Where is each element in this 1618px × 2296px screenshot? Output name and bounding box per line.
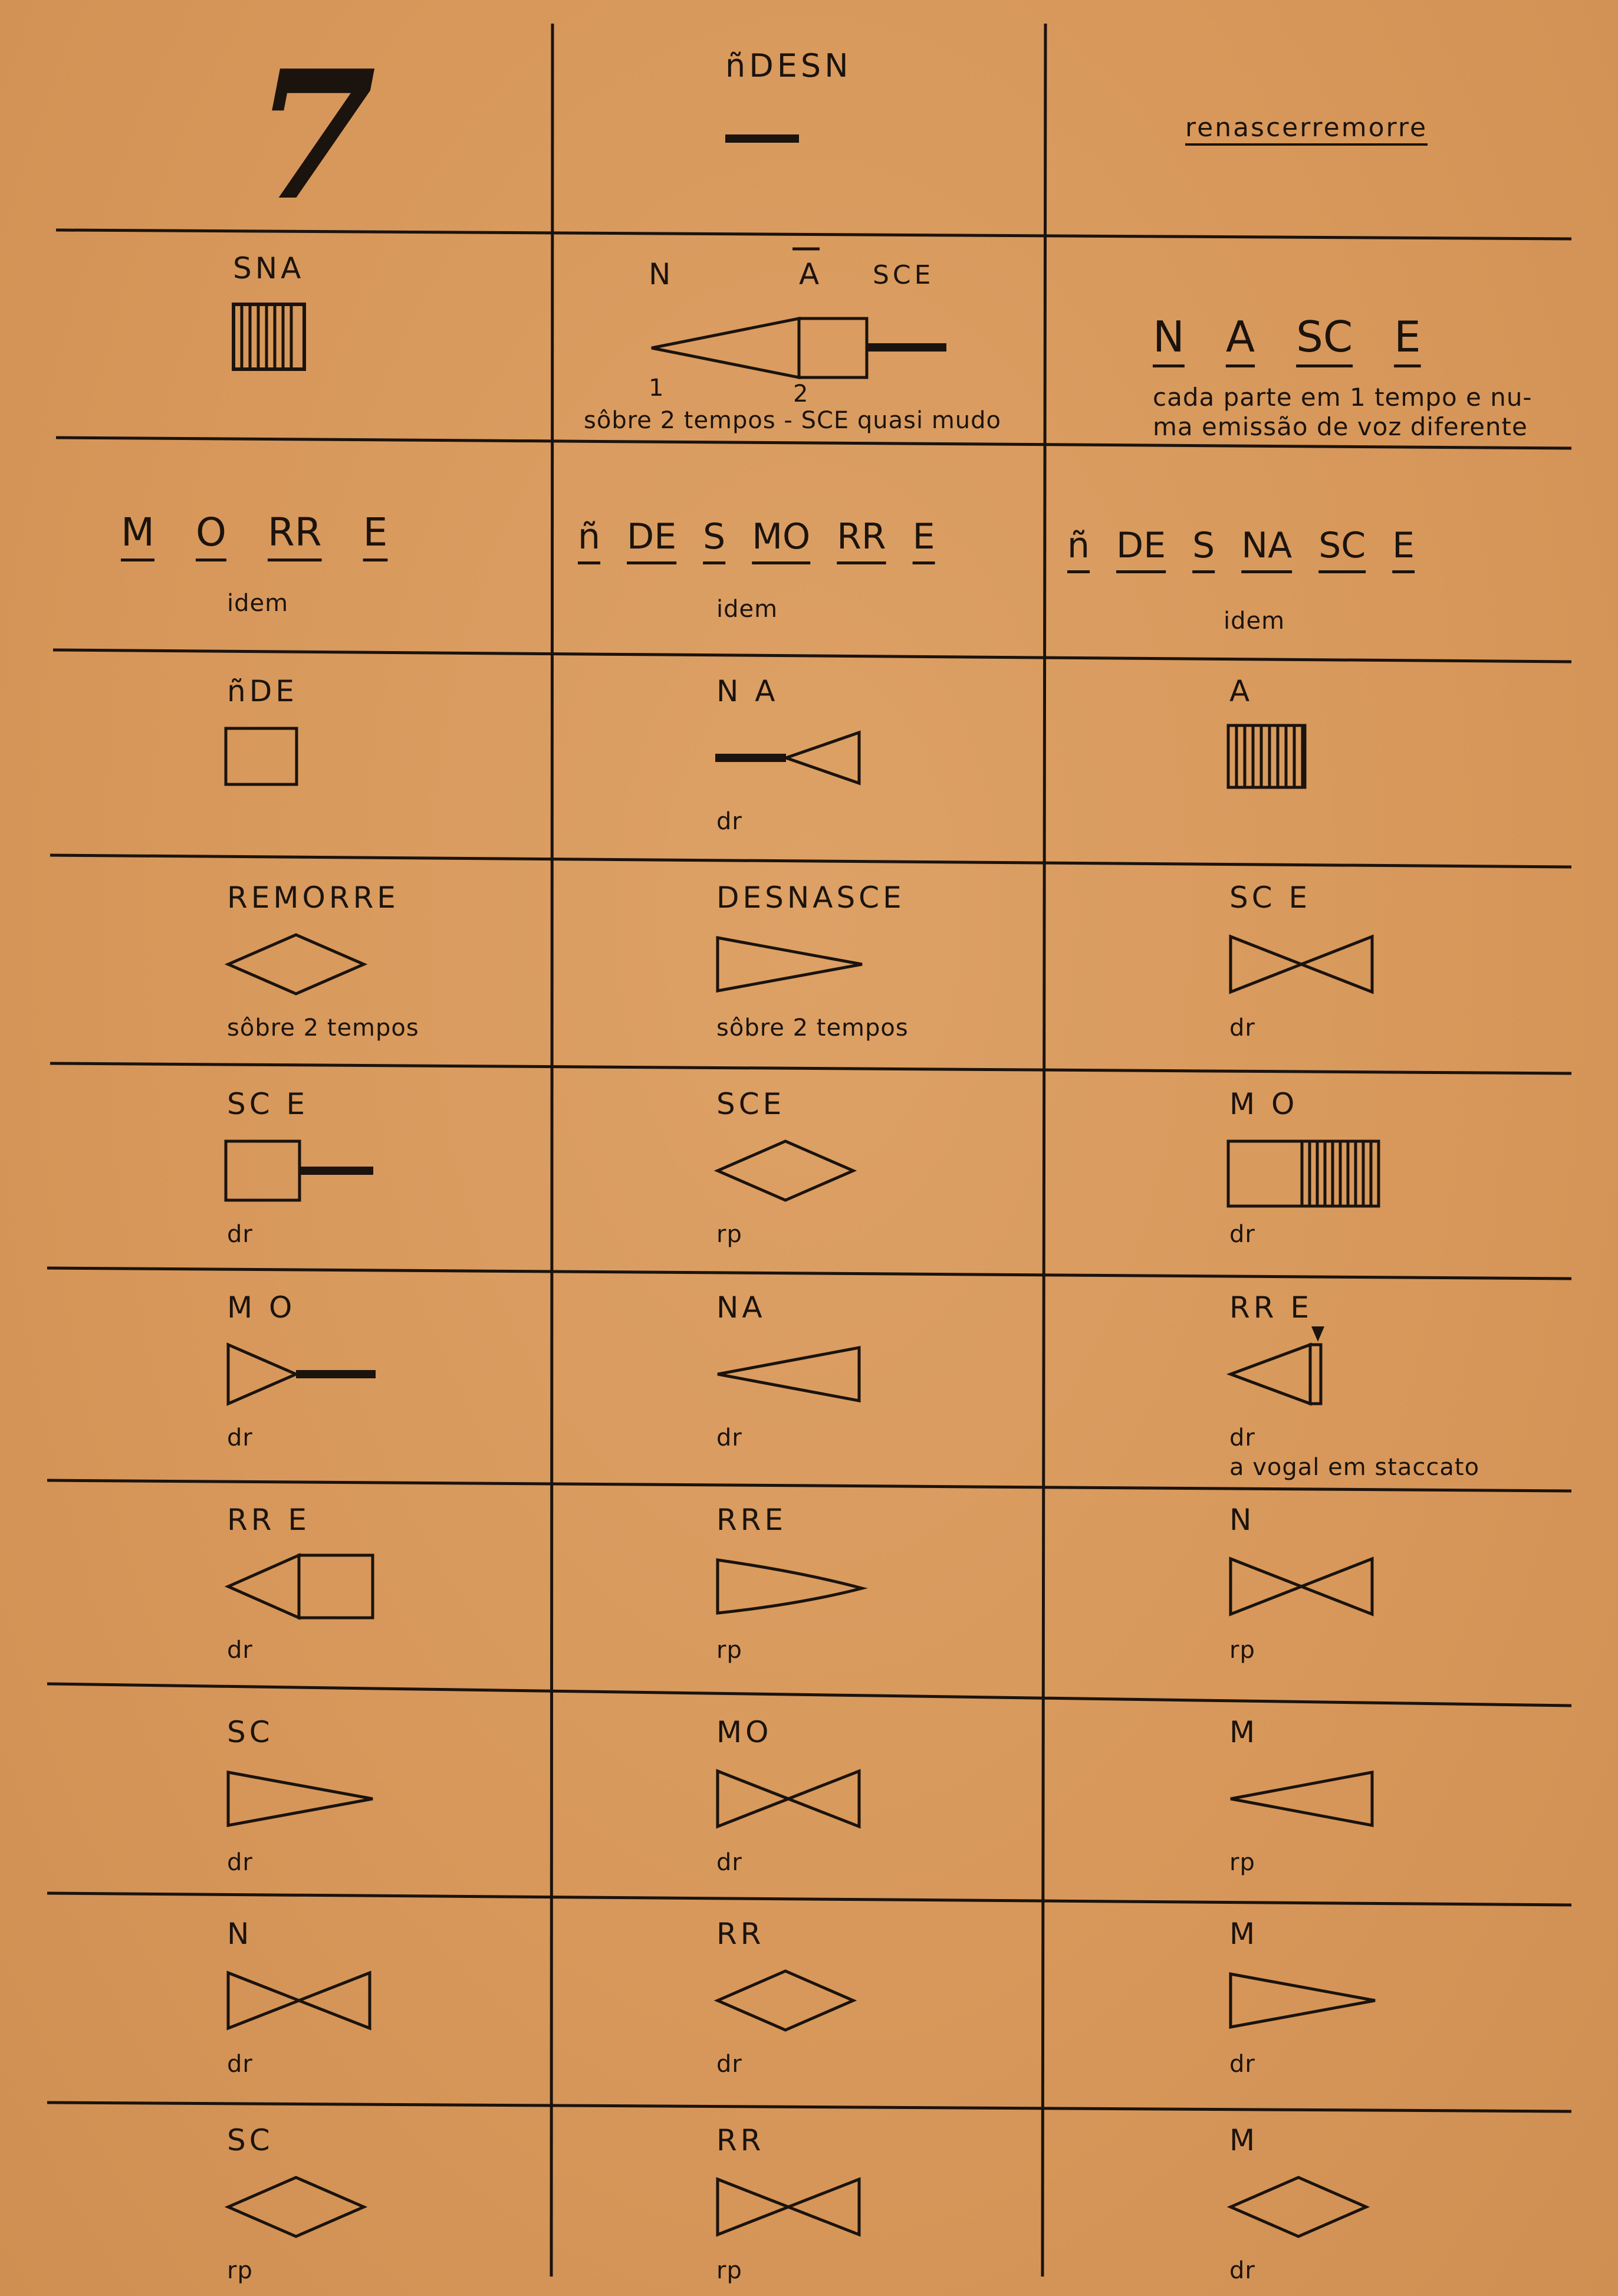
r2c2-syllable: ñ	[578, 516, 601, 557]
grid-cell-cone-line-glyph	[222, 1336, 399, 1413]
grid-cell-square-hatched-glyph	[1225, 1132, 1402, 1209]
r2c3-syllable: E	[1392, 525, 1415, 566]
grid-cell-note: rp	[716, 1637, 742, 1664]
r2c2-syllable: MO	[752, 516, 811, 557]
row-divider	[47, 1480, 1571, 1491]
r1c3-note-line1: cada parte em 1 tempo e nu-	[1153, 383, 1533, 412]
row-divider	[47, 1684, 1571, 1706]
grid-cell-note: dr	[716, 1424, 742, 1451]
grid-cell-label: M	[1229, 1917, 1259, 1951]
r1c1-label: SNA	[233, 251, 305, 285]
grid-cell-label: SC E	[227, 1087, 309, 1121]
grid-cell-note: dr	[227, 1637, 253, 1664]
grid-cell-note: rp	[716, 2257, 742, 2284]
grid-cell-label: SC	[227, 1715, 274, 1749]
grid-cell-note: dr	[227, 1424, 253, 1451]
grid-cell-bowtie-glyph	[712, 1760, 889, 1837]
grid-cell-note: dr	[227, 2051, 253, 2078]
grid-cell-label: RR	[716, 2123, 765, 2157]
grid-cell-bowtie-glyph	[1225, 1548, 1402, 1625]
grid-cell-label: M O	[1229, 1087, 1298, 1121]
grid-cell-cone-square-glyph	[222, 1548, 399, 1625]
grid-cell-diamond-glyph	[712, 1962, 889, 2039]
row-divider	[50, 1063, 1571, 1073]
grid-cell-label: N A	[716, 674, 779, 708]
r1c2-label-a: A	[799, 257, 823, 291]
header-col3-label: renascerremorre	[1185, 113, 1428, 143]
grid-cell-bowtie-glyph	[712, 2169, 889, 2245]
grid-cell-note: rp	[227, 2257, 253, 2284]
r2c3-syllable: S	[1192, 525, 1215, 566]
r2c1-note: idem	[227, 590, 289, 617]
grid-cell-label: SC E	[1229, 881, 1311, 915]
grid-cell-cone-right-glyph	[1225, 1962, 1402, 2039]
r1c2-beat-1: 1	[649, 375, 665, 402]
r1c2-beat-2: 2	[793, 380, 809, 408]
r2c2-syllable: RR	[837, 516, 886, 557]
grid-cell-cone-right-curve-glyph	[712, 1548, 889, 1625]
r2c3-syllable: ñ	[1067, 525, 1090, 566]
r2c1-syllables	[121, 510, 388, 555]
r2c3-syllable: DE	[1116, 525, 1166, 566]
grid-cell-diamond-glyph	[222, 926, 399, 1003]
grid-cell-label: SC	[227, 2123, 274, 2157]
r1c2-note: sôbre 2 tempos - SCE quasi mudo	[584, 407, 1001, 434]
grid-cell-square-line-glyph	[222, 1132, 399, 1209]
r1c3-note-line2: ma emissão de voz diferente	[1153, 412, 1528, 441]
long-dash-symbol	[722, 130, 805, 147]
r2c3-note: idem	[1224, 607, 1285, 635]
grid-cell-label: RR	[716, 1917, 765, 1951]
row-divider	[50, 855, 1571, 867]
grid-cell-label: M O	[227, 1290, 296, 1325]
grid-cell-label: A	[1229, 674, 1254, 708]
r2c1-syllable: O	[195, 510, 226, 555]
grid-cell-note: dr	[1229, 1424, 1255, 1451]
grid-cell-note: dr	[227, 1221, 253, 1248]
grid-cell-square-glyph	[222, 720, 399, 796]
grid-cell-label: SCE	[716, 1087, 785, 1121]
grid-cell-label: MO	[716, 1715, 772, 1749]
r1c3-syllable: N	[1153, 312, 1185, 362]
grid-cell-label: NA	[716, 1290, 766, 1325]
r1c2-label-sce: SCE	[873, 260, 935, 290]
r2c2-syllable: DE	[627, 516, 677, 557]
row-divider	[53, 650, 1571, 662]
column-divider-1	[551, 24, 553, 2277]
grid-cell-label: DESNASCE	[716, 881, 905, 915]
grid-cell-label: N	[227, 1917, 253, 1951]
grid-cell-note: dr	[1229, 2257, 1255, 2284]
r1c2-label-n: N	[649, 257, 675, 291]
grid-cell-note: rp	[1229, 1637, 1255, 1664]
grid-cell-diamond-glyph	[1225, 2169, 1402, 2245]
grid-cell-note: dr	[227, 1849, 253, 1876]
grid-cell-hatched-square-glyph	[1225, 720, 1402, 796]
grid-cell-label: ñDE	[227, 674, 298, 708]
r2c3-syllable: SC	[1318, 525, 1366, 566]
r1c3-syllable: A	[1225, 312, 1255, 362]
grid-cell-note: dr	[1229, 2051, 1255, 2078]
grid-cell-note: dr	[1229, 1221, 1255, 1248]
row-divider	[47, 1893, 1571, 1905]
header-col2-label: ñDESN	[725, 47, 852, 84]
r2c3-syllable: NA	[1241, 525, 1293, 566]
r2c3-syllables	[1067, 525, 1415, 566]
r1c3-syllables	[1153, 312, 1421, 362]
page-number: 7	[254, 31, 377, 239]
grid-cell-note: sôbre 2 tempos	[716, 1014, 909, 1042]
grid-cell-diamond-glyph	[222, 2169, 399, 2245]
r1c3-syllable: E	[1394, 312, 1421, 362]
r2c2-syllable: E	[912, 516, 935, 557]
r2c1-syllable: M	[121, 510, 154, 555]
grid-cell-label: N	[1229, 1503, 1255, 1537]
grid-cell-cone-right-glyph	[712, 926, 889, 1003]
grid-cell-label: RR E	[227, 1503, 310, 1537]
grid-cell-extra-note: a vogal em staccato	[1229, 1454, 1480, 1481]
r1c2-cone-square-line	[646, 313, 952, 383]
grid-cell-note: sôbre 2 tempos	[227, 1014, 419, 1042]
grid-cell-note: dr	[716, 1849, 742, 1876]
r1c3-syllable: SC	[1296, 312, 1353, 362]
grid-cell-note: rp	[1229, 1849, 1255, 1876]
r2c1-syllable: RR	[267, 510, 322, 555]
grid-cell-note: dr	[716, 2051, 742, 2078]
grid-cell-cone-left-glyph	[712, 1336, 889, 1413]
grid-cell-label: RR E	[1229, 1290, 1313, 1325]
grid-cell-note: rp	[716, 1221, 742, 1248]
grid-cell-bowtie-glyph	[222, 1962, 399, 2039]
r2c2-syllable: S	[703, 516, 726, 557]
grid-cell-diamond-glyph	[712, 1132, 889, 1209]
r1c1-hatched-square	[230, 301, 313, 375]
grid-cell-label: M	[1229, 2123, 1259, 2157]
grid-cell-cone-left-glyph	[1225, 1760, 1402, 1837]
r2c2-syllables	[578, 516, 935, 557]
row-divider	[47, 1268, 1571, 1279]
grid-cell-note: dr	[1229, 1014, 1255, 1042]
grid-cell-label: M	[1229, 1715, 1259, 1749]
r1c2-macron	[790, 243, 826, 255]
grid-cell-line-cone-open-glyph	[712, 720, 889, 796]
r2c1-syllable: E	[363, 510, 388, 555]
grid-cell-cone-right-glyph	[222, 1760, 399, 1837]
grid-cell-bowtie-glyph	[1225, 926, 1402, 1003]
grid-cell-label: REMORRE	[227, 881, 399, 915]
grid-cell-note: dr	[716, 808, 742, 835]
column-divider-2	[1043, 24, 1045, 2277]
grid-cell-label: RRE	[716, 1503, 787, 1537]
row-divider	[47, 2103, 1571, 2111]
r2c2-note: idem	[716, 596, 778, 623]
accent-arrow-icon	[1309, 1324, 1327, 1348]
